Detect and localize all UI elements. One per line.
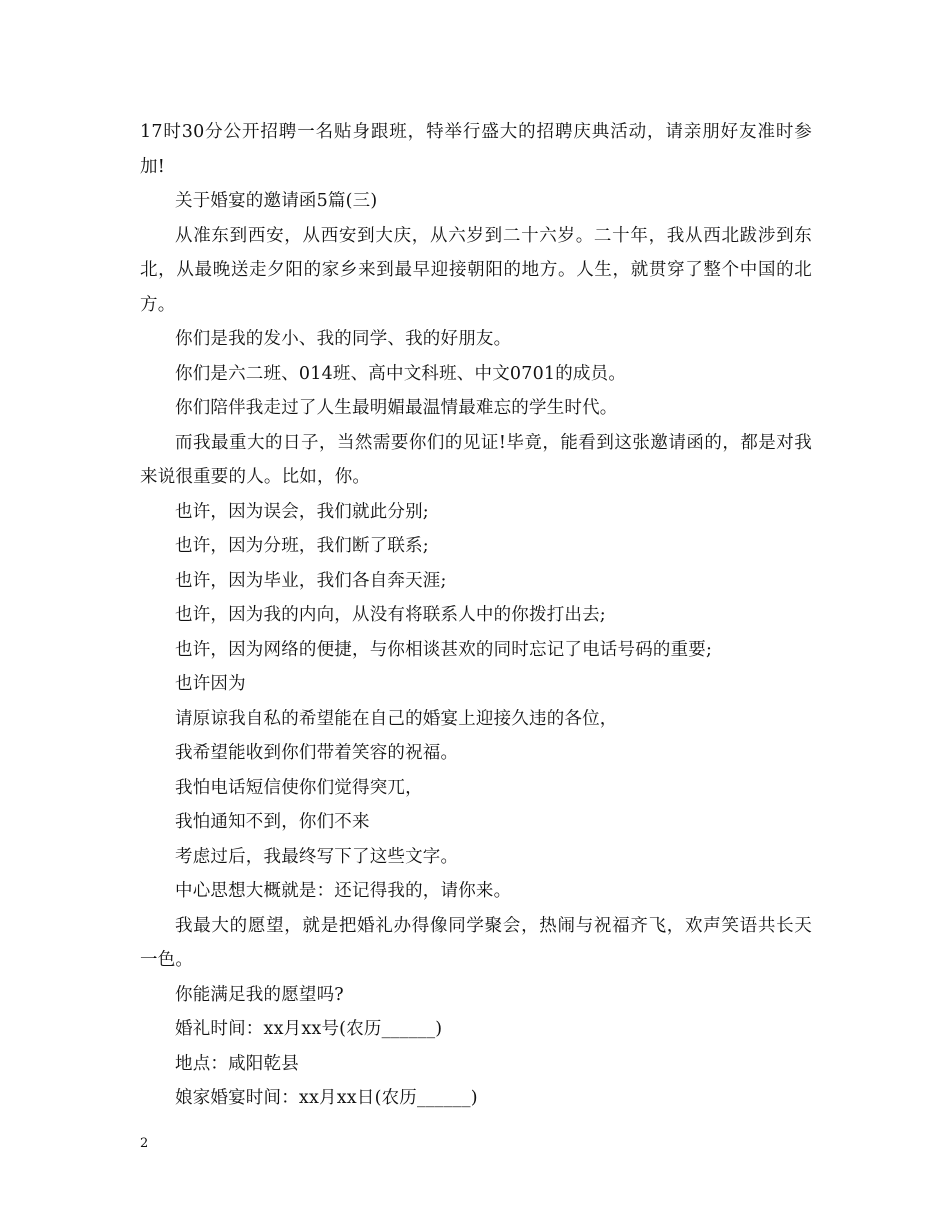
page-number: 2 (140, 1136, 149, 1151)
paragraph: 而我最重大的日子，当然需要你们的见证!毕竟，能看到这张邀请函的，都是对我来说很重要的人。比如，你。 (140, 432, 812, 487)
paragraph: 也许因为 (175, 674, 246, 694)
paragraph: 你们是我的发小、我的同学、我的好朋友。 (175, 329, 512, 349)
paragraph: 从准东到西安，从西安到大庆，从六岁到二十六岁。二十年，我从西北跋涉到东北，从最晚送走夕阳的家乡来到最早迎接朝阳的地方。人生，就贯穿了整个中国的北方。 (140, 225, 812, 315)
bride-family-banquet-time: 娘家婚宴时间：xx月xx日(农历______) (175, 1088, 478, 1108)
paragraph: 也许，因为分班，我们断了联系; (175, 536, 429, 556)
paragraph: 你能满足我的愿望吗? (175, 984, 344, 1005)
document-body (140, 115, 812, 1116)
paragraph: 你们是六二班、014班、高中文科班、中文0701的成员。 (175, 363, 627, 384)
section-heading: 关于婚宴的邀请函5篇(三) (175, 191, 378, 211)
paragraph: 考虑过后，我最终写下了这些文字。 (175, 846, 459, 867)
paragraph: 也许，因为误会，我们就此分别; (175, 501, 429, 522)
paragraph: 也许，因为毕业，我们各自奔天涯; (175, 570, 447, 591)
paragraph: 你们陪伴我走过了人生最明媚最温情最难忘的学生时代。 (175, 398, 618, 418)
paragraph: 也许，因为网络的便捷，与你相谈甚欢的同时忘记了电话号码的重要; (175, 639, 713, 660)
paragraph: 我怕电话短信使你们觉得突兀， (175, 777, 423, 798)
paragraph: 也许，因为我的内向，从没有将联系人中的你拨打出去; (175, 605, 606, 625)
paragraph: 请原谅我自私的希望能在自己的婚宴上迎接久违的各位， (175, 708, 618, 729)
wedding-time: 婚礼时间：xx月xx号(农历______) (175, 1019, 443, 1039)
paragraph: 我最大的愿望，就是把婚礼办得像同学聚会，热闹与祝福齐飞，欢声笑语共长天一色。 (140, 915, 812, 970)
paragraph: 中心思想大概就是：还记得我的，请你来。 (175, 881, 512, 901)
wedding-location: 地点：咸阳乾县 (175, 1053, 299, 1074)
paragraph-continuation: 17时30分公开招聘一名贴身跟班，特举行盛大的招聘庆典活动，请亲朋好友准时参加! (140, 122, 812, 177)
paragraph: 我希望能收到你们带着笑容的祝福。 (175, 743, 459, 763)
paragraph: 我怕通知不到，你们不来 (175, 812, 370, 832)
